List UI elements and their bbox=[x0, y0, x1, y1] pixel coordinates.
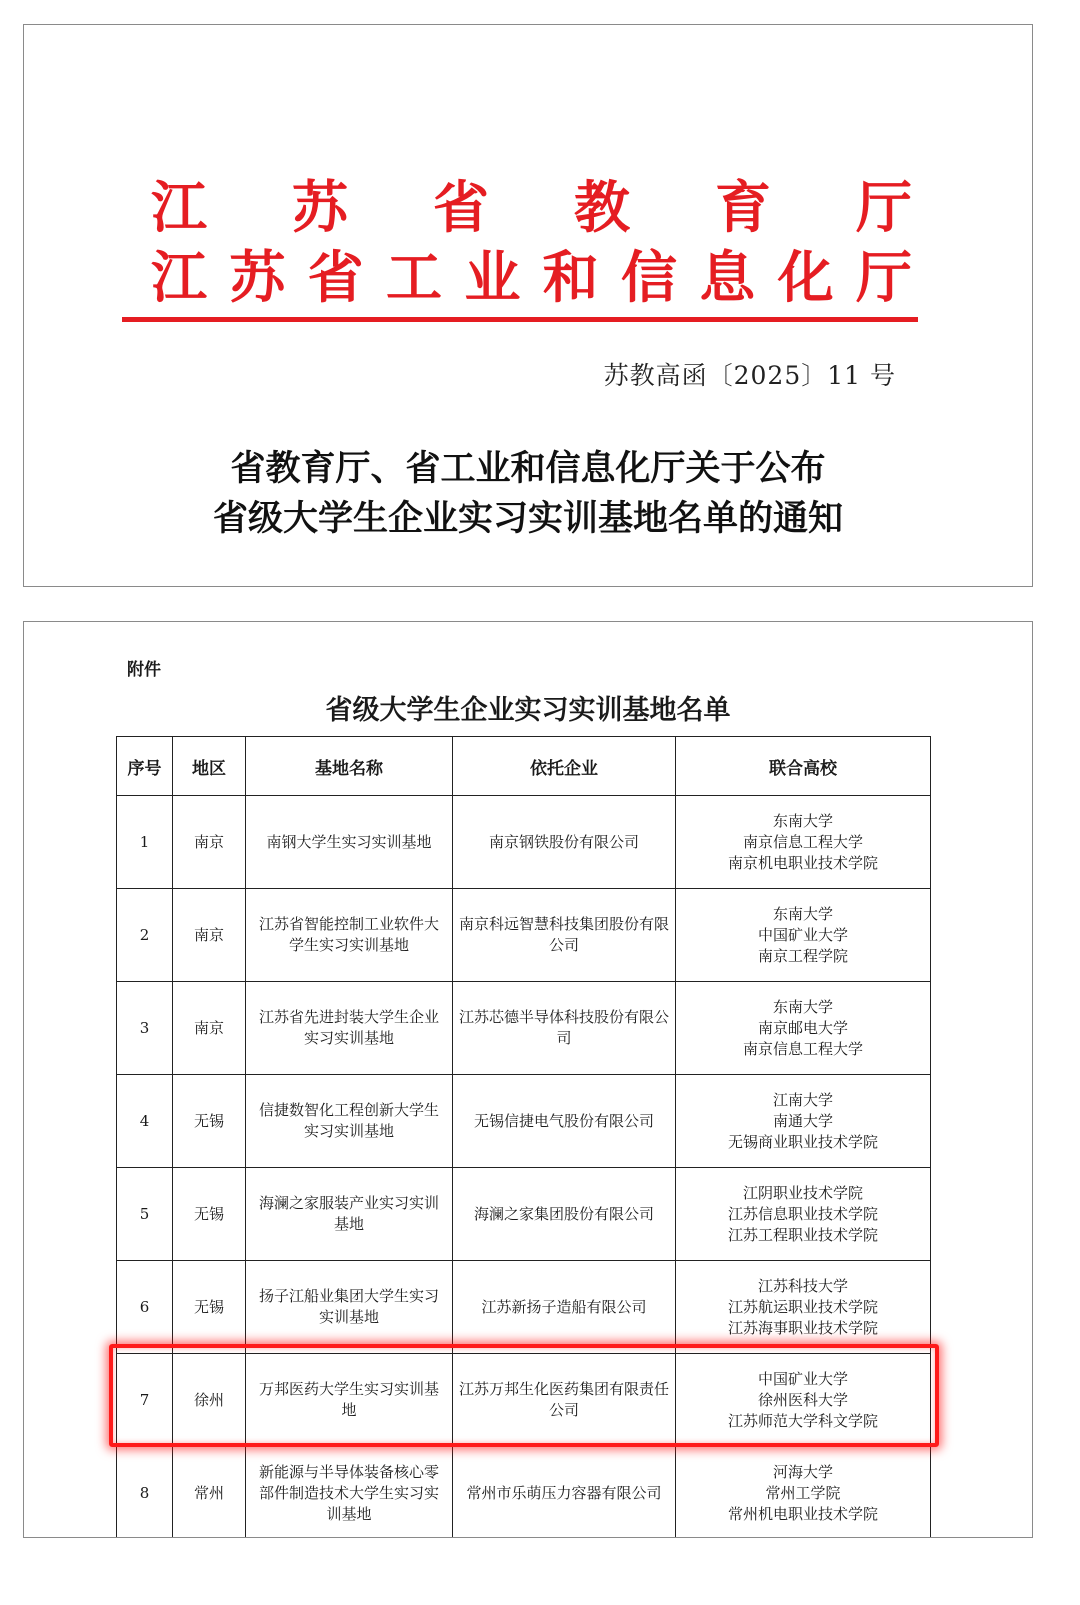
university: 徐州医科大学 bbox=[757, 1390, 848, 1409]
issuer-char: 化 bbox=[777, 245, 834, 311]
table-row bbox=[117, 1447, 931, 1539]
base-name-cell: 南钢大学生实习实训基地 bbox=[246, 796, 453, 889]
issuer-char: 苏 bbox=[292, 175, 348, 241]
table-row bbox=[117, 796, 931, 889]
issuer-char: 江 bbox=[151, 175, 207, 241]
university: 江南大学 bbox=[772, 1090, 833, 1109]
row-number: 1 bbox=[117, 796, 173, 889]
notice-header-panel bbox=[23, 24, 1033, 587]
university: 南京机电职业技术学院 bbox=[727, 853, 878, 872]
region-cell: 无锡 bbox=[173, 1168, 246, 1261]
issuer-char: 省 bbox=[307, 245, 364, 311]
issuer-char: 厅 bbox=[855, 245, 912, 311]
company-cell: 江苏万邦生化医药集团有限责任公司 bbox=[453, 1354, 676, 1447]
university: 东南大学 bbox=[772, 811, 833, 830]
region-cell: 南京 bbox=[173, 796, 246, 889]
university: 江苏信息职业技术学院 bbox=[727, 1204, 878, 1223]
region-cell: 无锡 bbox=[173, 1261, 246, 1354]
notice-title-line-1: 省教育厅、省工业和信息化厅关于公布 bbox=[230, 448, 826, 489]
company-cell: 江苏芯德半导体科技股份有限公司 bbox=[453, 982, 676, 1075]
universities-cell bbox=[676, 1168, 931, 1261]
company-cell: 海澜之家集团股份有限公司 bbox=[453, 1168, 676, 1261]
attachment-label: 附件 bbox=[127, 660, 161, 680]
universities-cell bbox=[676, 1075, 931, 1168]
base-name-cell: 万邦医药大学生实习实训基地 bbox=[246, 1354, 453, 1447]
attachment-panel bbox=[23, 621, 1033, 1538]
company-cell: 江苏新扬子造船有限公司 bbox=[453, 1261, 676, 1354]
university: 东南大学 bbox=[772, 904, 833, 923]
issuer-char: 教 bbox=[574, 175, 630, 241]
university: 河海大学 bbox=[772, 1462, 833, 1481]
base-name-cell: 海澜之家服装产业实习实训基地 bbox=[246, 1168, 453, 1261]
row-number: 7 bbox=[117, 1354, 173, 1447]
university: 无锡商业职业技术学院 bbox=[727, 1132, 878, 1151]
issuer-line-education bbox=[151, 177, 912, 239]
document-number: 苏教高函〔2025〕11 号 bbox=[603, 361, 896, 390]
base-name-cell: 江苏省先进封装大学生企业实习实训基地 bbox=[246, 982, 453, 1075]
university: 江苏师范大学科文学院 bbox=[727, 1411, 878, 1430]
university: 江阴职业技术学院 bbox=[742, 1183, 863, 1202]
universities-cell bbox=[676, 1354, 931, 1447]
university: 中国矿业大学 bbox=[757, 1369, 848, 1388]
row-number: 2 bbox=[117, 889, 173, 982]
region-cell: 徐州 bbox=[173, 1354, 246, 1447]
company-cell: 常州市乐萌压力容器有限公司 bbox=[453, 1447, 676, 1539]
university: 中国矿业大学 bbox=[757, 925, 848, 944]
column-header: 基地名称 bbox=[246, 737, 453, 796]
column-header: 联合高校 bbox=[676, 737, 931, 796]
university: 江苏工程职业技术学院 bbox=[727, 1225, 878, 1244]
red-divider bbox=[122, 317, 918, 322]
region-cell: 常州 bbox=[173, 1447, 246, 1539]
row-number: 4 bbox=[117, 1075, 173, 1168]
university: 南京工程学院 bbox=[757, 946, 848, 965]
issuer-char: 苏 bbox=[229, 245, 286, 311]
issuer-char: 江 bbox=[151, 245, 207, 311]
table-row bbox=[117, 1261, 931, 1354]
university: 南通大学 bbox=[772, 1111, 833, 1130]
university: 南京邮电大学 bbox=[757, 1018, 848, 1037]
table-row bbox=[117, 889, 931, 982]
region-cell: 无锡 bbox=[173, 1075, 246, 1168]
university: 江苏科技大学 bbox=[757, 1276, 848, 1295]
university: 南京信息工程大学 bbox=[742, 832, 863, 851]
company-cell: 南京科远智慧科技集团股份有限公司 bbox=[453, 889, 676, 982]
university: 江苏海事职业技术学院 bbox=[727, 1318, 878, 1337]
universities-cell bbox=[676, 982, 931, 1075]
row-number: 5 bbox=[117, 1168, 173, 1261]
university: 江苏航运职业技术学院 bbox=[727, 1297, 878, 1316]
issuer-char: 业 bbox=[464, 245, 521, 311]
issuer-line-industry bbox=[151, 247, 912, 309]
base-list-table bbox=[116, 736, 931, 1538]
table-row-highlighted bbox=[117, 1354, 931, 1447]
region-cell: 南京 bbox=[173, 982, 246, 1075]
row-number: 3 bbox=[117, 982, 173, 1075]
table-header-row bbox=[117, 737, 931, 796]
list-title: 省级大学生企业实习实训基地名单 bbox=[325, 695, 731, 726]
universities-cell bbox=[676, 796, 931, 889]
row-number: 6 bbox=[117, 1261, 173, 1354]
university: 常州工学院 bbox=[765, 1483, 841, 1502]
table-row bbox=[117, 1168, 931, 1261]
row-number: 8 bbox=[117, 1447, 173, 1539]
issuer-char: 信 bbox=[620, 245, 677, 311]
issuer-char: 息 bbox=[699, 245, 756, 311]
universities-cell bbox=[676, 1261, 931, 1354]
universities-cell bbox=[676, 1447, 931, 1539]
issuer-char: 和 bbox=[542, 245, 599, 311]
region-cell: 南京 bbox=[173, 889, 246, 982]
universities-cell bbox=[676, 889, 931, 982]
university: 东南大学 bbox=[772, 997, 833, 1016]
column-header: 地区 bbox=[173, 737, 246, 796]
company-cell: 南京钢铁股份有限公司 bbox=[453, 796, 676, 889]
issuer-char: 省 bbox=[433, 175, 489, 241]
base-name-cell: 新能源与半导体装备核心零部件制造技术大学生实习实训基地 bbox=[246, 1447, 453, 1539]
issuer-char: 厅 bbox=[856, 175, 912, 241]
base-name-cell: 扬子江船业集团大学生实习实训基地 bbox=[246, 1261, 453, 1354]
university: 南京信息工程大学 bbox=[742, 1039, 863, 1058]
base-name-cell: 江苏省智能控制工业软件大学生实习实训基地 bbox=[246, 889, 453, 982]
issuer-char: 育 bbox=[715, 175, 771, 241]
column-header: 序号 bbox=[117, 737, 173, 796]
table-row bbox=[117, 1075, 931, 1168]
issuer-char: 工 bbox=[385, 245, 442, 311]
base-name-cell: 信捷数智化工程创新大学生实习实训基地 bbox=[246, 1075, 453, 1168]
table-row bbox=[117, 982, 931, 1075]
column-header: 依托企业 bbox=[453, 737, 676, 796]
university: 常州机电职业技术学院 bbox=[727, 1504, 878, 1523]
notice-title-line-2: 省级大学生企业实习实训基地名单的通知 bbox=[212, 498, 843, 539]
company-cell: 无锡信捷电气股份有限公司 bbox=[453, 1075, 676, 1168]
